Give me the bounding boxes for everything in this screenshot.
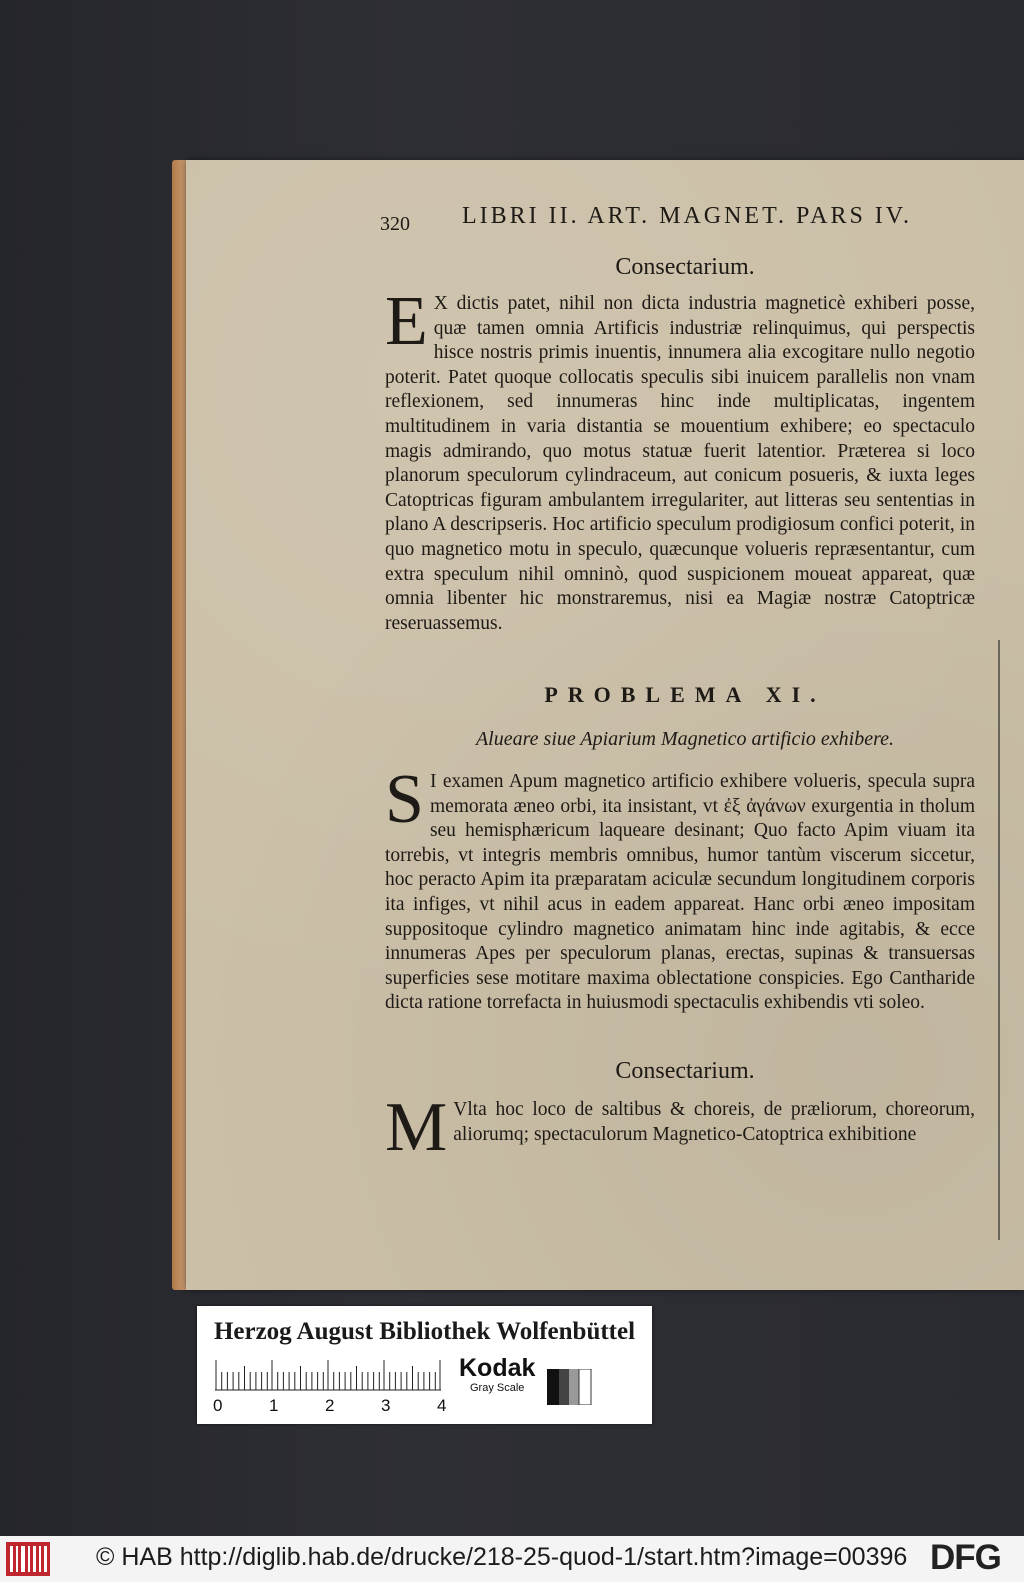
section-heading-consectarium-2: Consectarium. <box>615 1058 755 1084</box>
paragraph-consectarium-2 <box>385 1089 975 1166</box>
running-head <box>380 203 980 243</box>
ruler-icon <box>215 1358 443 1398</box>
ruler-number: 2 <box>325 1396 335 1415</box>
paragraph-text: Vlta hoc loco de saltibus & choreis, de præliorum, choreorum, aliorumq; spectaculorum Magnetico-Catoptrica exhibitione <box>453 1099 975 1145</box>
copyright-url[interactable]: © HAB http://diglib.hab.de/drucke/218-25-quod-1/start.htm?image=00396 <box>96 1543 908 1571</box>
problem-heading: PROBLEMA XI. <box>544 682 826 707</box>
paragraph-consectarium-1 <box>385 283 975 636</box>
page-number: 320 <box>380 213 410 235</box>
ruler-number: 4 <box>437 1396 447 1415</box>
kodak-logo: Kodak <box>459 1354 536 1382</box>
footer-bar <box>0 1536 1024 1582</box>
dropcap-m: M <box>385 1089 448 1166</box>
color-scale-card <box>197 1306 652 1424</box>
barcode-icon <box>6 1542 50 1576</box>
paragraph-problema <box>385 761 975 1016</box>
library-name: Herzog August Bibliothek Wolfenbüttel <box>213 1318 636 1345</box>
kodak-subtitle: Gray Scale <box>470 1382 525 1394</box>
dropcap-e: E <box>385 283 428 360</box>
section-heading-consectarium-1: Consectarium. <box>615 254 755 280</box>
dropcap-s: S <box>385 761 424 838</box>
dfg-logo: DFG <box>930 1538 1001 1577</box>
ruler-numbers <box>209 1396 449 1418</box>
gray-scale-swatch-icon <box>547 1369 593 1405</box>
paragraph-text: X dictis patet, nihil non dicta industria magneticè exhiberi posse, quæ tamen omnia Artificis industriæ relinquimus, qui perspectis hisce nostris primis inuentis, innumera alia excogitare nullo negotio poterit. Patet quoque collocatis speculis sibi inuicem parallelis non vnam reflexionem, sed innumeras hinc inde multiplicatas, ingentem multitudinem in varia distantia se mouentium exhibere; eo spectaculo magis admirando, quo motus statuæ fuerit latentior. Præterea si loco planorum speculorum cylindraceum, aut conicum posueris, & iuxta leges Catoptricas figuram ambulantem irregulariter, aut litteras seu sententias in plano A descripseris. Hoc artificio speculum prodigiosum confici poterit, in quo magnetico motu in speculo, quæcunque volueris repræsentantur, cum extra speculum nihil omninò, quod suspicionem moueat appareat, quæ omnia libenter hic monstraremus, nisi ea Magiæ nostræ Catoptricæ reseruassemus. <box>385 293 975 634</box>
ruler-number: 3 <box>381 1396 391 1415</box>
running-title: LIBRI II. ART. MAGNET. PARS IV. <box>462 203 913 229</box>
ruler-number: 1 <box>269 1396 279 1415</box>
gutter-line <box>998 640 1000 1240</box>
paragraph-text: I examen Apum magnetico artificio exhibere volueris, specula supra memorata æneo orbi, ita insistant, vt ἐξ ἀγάνων exurgentia in tholum seu hemisphæricum laqueare desinant; Quo facto Apim viuam ita torrebis, vt integris membris omnibus, humor tantùm viscerum siccetur, hoc peracto Apim ita præparatam aciculæ secundum longitudinem corporis ita infiges, vt nihil acus in eadem appareat. Hanc orbi æneo impositam suppositoque cylindro magnetico animatam hinc inde agitabis, & ecce innumeras Apes per speculorum planas, erectas, supinas & transuersas superficies sese motitare maxima oblectatione conspicies. Ego Cantharide dicta ratione torrefacta in huiusmodi spectaculis exhibendis vti soleo. <box>385 771 975 1014</box>
problem-subheading: Alueare siue Apiarium Magnetico artificio exhibere. <box>475 728 895 750</box>
ruler-number: 0 <box>213 1396 223 1415</box>
